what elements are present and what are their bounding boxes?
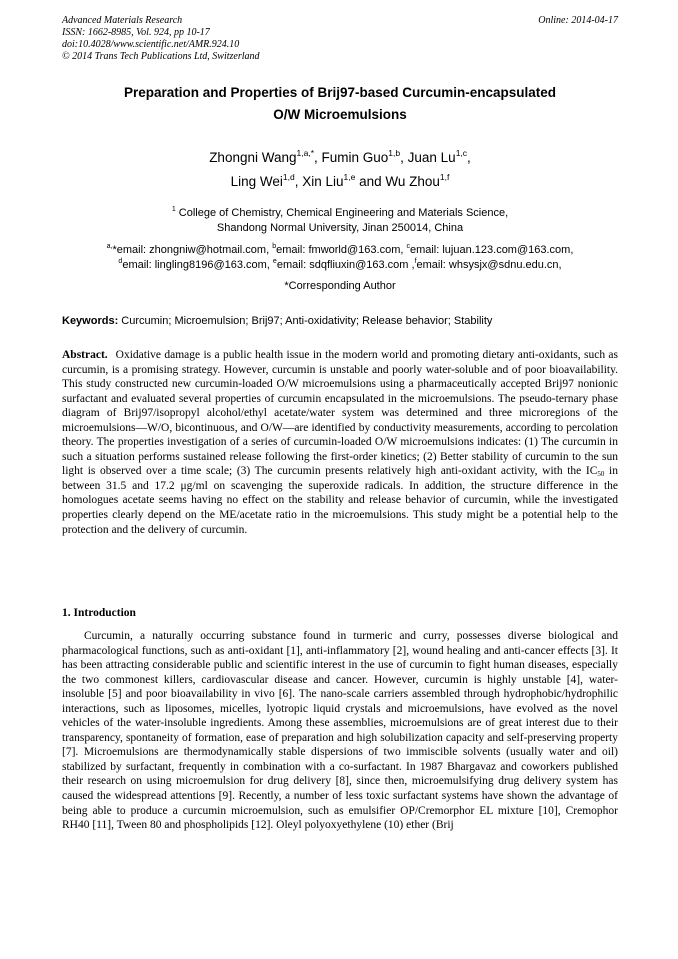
author-affiliation-mark: 1,c [455, 148, 468, 158]
author-separator: and [355, 174, 386, 189]
corresponding-author-note: *Corresponding Author [284, 280, 396, 292]
author-separator: , [314, 150, 322, 165]
introduction-paragraph: Curcumin, a naturally occurring substance found in turmeric and curry, possesses diverse biological and pharmacological functions, such as anti-oxidant [1], anti-inflammatory [2], wound healing and anti-cancer effects [3]. It has been attracting considerable public and scientific interest in the use of curcumin to fight human diseases, especially the two commonest killers, cardiovascular disease and cancer. However, curcumin is highly unstable [4], water-insoluble [5] and poor bioavailability in vivo [6]. The nano-scale carriers assembled through hydrophobic/hydrophilic interactions, such as liposomes, micelles, lyotropic liquid crystals and microemulsions, have evolved as the novel vehicles of the water-insoluble ingredients. Among these assemblies, microemulsions are of great interest due to their transparency, spontaneity of formation, ease of preparation and high solubilization capacity and self-preserving property [7]. Microemulsions are thermodynamically stable dispersions of two immiscible solvents (usually water and oil) stabilized by surfactant, frequently in combination with a co-surfactant. In 1987 Bhargavaz and coworkers published their research on using microemulsion for drug delivery [8], since then, microemulsifying drug delivery system has caused the widespread attentions [9]. Recently, a number of less toxic surfactant systems have shown the advantage of being able to produce a curcumin microemulsion, such as emulsifier OP/Cremorphor EL mixture [10], Cremophor RH40 [11], Tween 80 and phospholipids [12]. Oleyl polyoxyethylene (10) ether (Brij [62, 630, 618, 832]
author-emails [62, 243, 618, 272]
email-link[interactable]: email: fmworld@163.com, [276, 244, 407, 256]
author-name: Xin Liu [302, 174, 344, 189]
affiliation-mark: 1 [171, 206, 176, 213]
keywords-label: Keywords: [62, 315, 119, 327]
introduction-body [62, 629, 618, 833]
abstract-text-cont: in between 31.5 and 17.2 μg/ml on scavenging the superoxide radicals. In addition, the structure difference in the homologues acetate seems having no effect on the stability and release behavior of curcumin, while the investigated properties clearly depend on the ME/acetate ratio in the microemulsions. This study might be a potential help to the protection and the delivery of curcumin. [62, 465, 618, 536]
author-affiliation-mark: 1,e [343, 172, 356, 182]
affiliation-line-1: $^1$ College of Chemistry, Chemical Engineering and Materials Science, [171, 206, 509, 219]
email-link[interactable]: email: sdqfliuxin@163.com , [276, 258, 415, 271]
email-line-2: $^d$email: lingling8196@163.com, $^e$email: sdqfliuxin@163.com ,$^f$email: whsysjx@sdnu.edu.cn, [118, 257, 562, 271]
author-separator: , [400, 150, 408, 165]
abstract [62, 348, 618, 537]
author-name: Zhongni Wang [209, 150, 297, 165]
author-line-1 [62, 146, 618, 170]
author-name: Ling Wei [230, 174, 283, 189]
abstract-label: Abstract. [62, 349, 108, 361]
author-list [62, 146, 618, 194]
journal-header [62, 15, 618, 63]
affiliation-line-2: Shandong Normal University, Jinan 250014, China [216, 221, 464, 234]
keywords-text: Curcumin; Microemulsion; Brij97; Anti-oxidativity; Release behavior; Stability [118, 315, 493, 327]
email-link[interactable]: email: lingling8196@163.com, [122, 258, 273, 271]
author-affiliation-mark: 1,b [388, 148, 401, 158]
email-link[interactable]: *email: zhongniw@hotmail.com, [112, 244, 273, 256]
issn-line: ISSN: 1662-8985, Vol. 924, pp 10-17 [62, 27, 210, 38]
keywords [62, 314, 618, 328]
email-line-1: $^{a,}$*email: zhongniw@hotmail.com, $^b$email: fmworld@163.com, $^c$email: lujuan.123.com@163.com, [106, 243, 574, 256]
title-line-2: O/W Microemulsions [273, 107, 407, 122]
affiliation [62, 206, 618, 235]
copyright-line: © 2014 Trans Tech Publications Ltd, Switzerland [62, 51, 260, 62]
email-link[interactable]: email: lujuan.123.com@163.com, [409, 244, 574, 256]
author-line-2 [62, 170, 618, 194]
author-name: Fumin Guo [321, 150, 389, 165]
author-affiliation-mark: 1,f [439, 172, 450, 182]
abstract-text: Oxidative damage is a public health issue in the modern world and promoting dietary anti-oxidants, such as curcumin, is a promising strategy. However, curcumin is unstable and poorly water-soluble and of poor bioavailability. This study constructed new curcumin-loaded O/W microemulsions using a pharmaceutically accepted Brij97 nonionic surfactant and evaluated several properties of curcumin encapsulated in the microemulsions. The pseudo-ternary phase diagram of Brij97/isopropyl alcohol/ethyl acetate/water system was determined and three microregions of the microemulsions—W/O, bicontinuous, and O/W—are identified by conductivity measurements, according to percolation theory. The properties investigation of a series of curcumin-loaded O/W microemulsions indicates: (1) The curcumin in such a situation performs sustained release following the first-order kinetics; (2) Better stability of curcumin to the sun light is observed over a time scale; (3) The curcumin presents relatively high anti-oxidant activity, with the IC [62, 349, 618, 478]
author-separator: , [467, 150, 471, 165]
journal-name: Advanced Materials Research [62, 15, 183, 26]
author-separator: , [294, 174, 303, 189]
title-line-1: Preparation and Properties of Brij97-based Curcumin-encapsulated [123, 85, 557, 100]
section-heading: 1. Introduction [62, 607, 136, 619]
doi-line: doi:10.4028/www.scientific.net/AMR.924.10 [62, 39, 240, 50]
email-link[interactable]: email: whsysjx@sdnu.edu.cn, [416, 258, 562, 271]
online-date: Online: 2014-04-17 [538, 15, 618, 26]
author-affiliation-mark: 1,d [282, 172, 295, 182]
corresponding-star: * [310, 148, 314, 158]
author-name: Juan Lu [407, 150, 456, 165]
author-affiliation-mark: 1,a, [296, 148, 311, 158]
subscript: 50 [597, 470, 605, 479]
paper-title [62, 82, 618, 126]
author-name: Wu Zhou [385, 174, 440, 189]
